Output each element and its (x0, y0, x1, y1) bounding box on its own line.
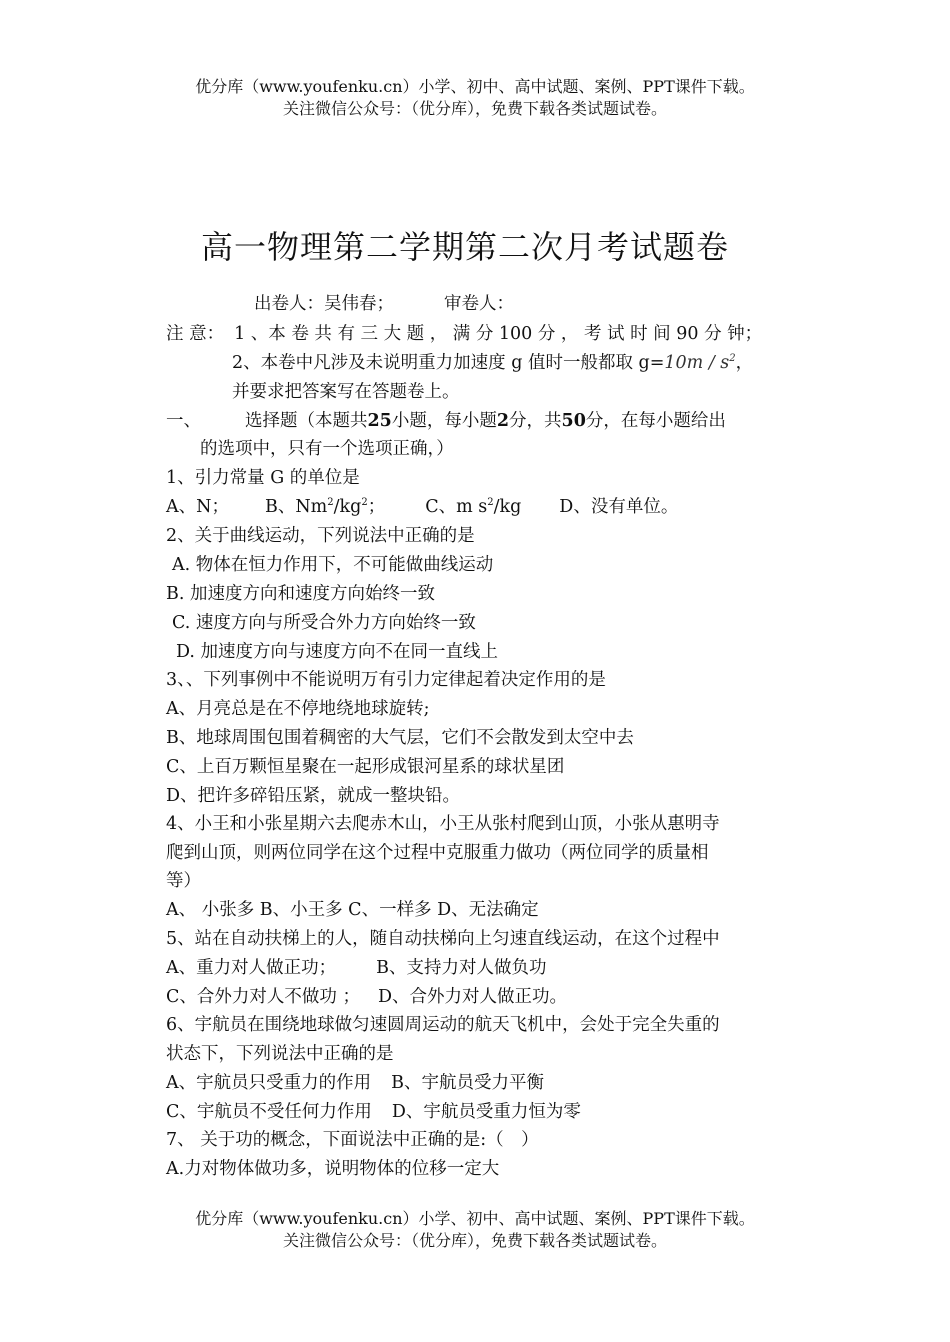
q6-options-cd (166, 1100, 581, 1124)
note-2-comma: ， (735, 353, 754, 373)
q5-option-b: B、支持力对人做负功 (376, 958, 547, 978)
q4-stem-line-1: 4、小王和小张星期六去爬赤木山，小王从张村爬到山顶，小张从惠明寺 (166, 814, 720, 834)
q6-option-a: A、宇航员只受重力的作用 (166, 1073, 372, 1093)
q5-options-cd (166, 985, 567, 1009)
note-2 (232, 351, 753, 375)
q6-stem-line-2: 状态下，下列说法中正确的是 (166, 1044, 394, 1064)
q1-b-unit: /kg (333, 497, 362, 517)
q7-stem: 7、 关于功的概念，下面说法中正确的是:（ ） (166, 1130, 539, 1150)
q1-options (166, 495, 678, 519)
q4-options: A、 小张多 B、小王多 C、一样多 D、无法确定 (166, 900, 539, 920)
section-1-total: 50 (561, 411, 586, 431)
q5-options-ab (166, 956, 547, 980)
section-1-text-a: 选择题（本题共 (245, 411, 368, 431)
q6-option-b: B、宇航员受力平衡 (391, 1073, 545, 1093)
author-line (254, 292, 514, 316)
footer-line-1: 优分库（www.youfenku.cn）小学、初中、高中试题、案例、PPT课件下载。 (195, 1209, 755, 1228)
reviewer: 审卷人： (444, 294, 514, 314)
q6-option-c: C、宇航员不受任何力作用 (166, 1102, 372, 1122)
note-label: 注 意： (166, 324, 225, 344)
setter: 出卷人：吴伟春； (254, 294, 394, 314)
section-1-text-c: 分，共 (509, 411, 562, 431)
q3-stem: 3、、下列事例中不能说明万有引力定律起着决定作用的是 (166, 670, 606, 690)
q1-c-unit: /kg (493, 497, 522, 517)
q1-c-text: C、m s (425, 497, 488, 517)
q3-option-a: A、月亮总是在不停地绕地球旋转; (166, 699, 430, 719)
page-footer (0, 1208, 950, 1252)
header-line-2: 关注微信公众号：（优分库），免费下载各类试题试卷。 (282, 99, 667, 118)
note-2-text: 2、本卷中凡涉及未说明重力加速度 g 值时一般都取 g= (232, 353, 665, 373)
footer-line-2: 关注微信公众号：（优分库），免费下载各类试题试卷。 (282, 1231, 667, 1250)
q1-option-b (265, 497, 385, 517)
q6-options-ab (166, 1071, 544, 1095)
q3-option-c: C、上百万颗恒星聚在一起形成银河星系的球状星团 (166, 757, 565, 777)
q5-stem: 5、站在自动扶梯上的人，随自动扶梯向上匀速直线运动，在这个过程中 (166, 929, 720, 949)
section-1-text-b: 小题，每小题 (391, 411, 497, 431)
q5-option-c: C、合外力对人不做功 ； (166, 987, 360, 1007)
section-1-heading (166, 409, 726, 433)
q7-option-a: A.力对物体做功多，说明物体的位移一定大 (166, 1159, 500, 1179)
section-1-heading-line-2: 的选项中，只有一个选项正确，） (200, 439, 454, 459)
note-1-text: 1 、本 卷 共 有 三 大 题 ， 满 分 100 分 ， 考 试 时 间 90 分 钟； (234, 324, 763, 344)
header-line-1: 优分库（www.youfenku.cn）小学、初中、高中试题、案例、PPT课件下载。 (195, 77, 755, 96)
q2-option-b: B. 加速度方向和速度方向始终一致 (166, 584, 435, 604)
q1-stem: 1、引力常量 G 的单位是 (166, 468, 360, 488)
q5-option-a: A、重力对人做正功； (166, 958, 337, 978)
q1-b-semicolon: ； (367, 497, 386, 517)
q1-b-exp-1: 2 (327, 497, 334, 509)
page-header (0, 76, 950, 120)
q1-option-a: A、N； (166, 497, 229, 517)
note-2-unit: 10m / s (664, 353, 730, 373)
section-1-text-d: 分，在每小题给出 (585, 411, 726, 431)
q6-stem-line-1: 6、宇航员在围绕地球做匀速圆周运动的航天飞机中，会处于完全失重的 (166, 1015, 720, 1035)
section-1-count: 25 (367, 411, 392, 431)
page-title: 高一物理第二学期第二次月考试题卷 (200, 228, 729, 266)
q3-option-b: B、地球周围包围着稠密的大气层，它们不会散发到太空中去 (166, 728, 634, 748)
q1-option-d: D、没有单位。 (559, 497, 679, 517)
section-1-number: 一、 (166, 411, 201, 431)
section-1-each: 2 (496, 411, 510, 431)
q1-b-text: B、Nm (264, 497, 328, 517)
q1-b-exp-2: 2 (361, 497, 368, 509)
q2-option-a: A. 物体在恒力作用下，不可能做曲线运动 (172, 555, 494, 575)
q2-option-c: C. 速度方向与所受合外力方向始终一致 (172, 613, 476, 633)
q6-option-d: D、宇航员受重力恒为零 (391, 1102, 581, 1122)
q2-stem: 2、关于曲线运动，下列说法中正确的是 (166, 526, 475, 546)
q2-option-d: D. 加速度方向与速度方向不在同一直线上 (176, 642, 499, 662)
q4-stem-line-3: 等） (166, 871, 201, 891)
q1-option-c (425, 497, 521, 517)
q4-stem-line-2: 爬到山顶，则两位同学在这个过程中克服重力做功（两位同学的质量相 (166, 843, 709, 863)
q3-option-d: D、把许多碎铅压紧，就成一整块铅。 (166, 786, 461, 806)
note-1 (166, 322, 762, 346)
note-3: 并要求把答案写在答题卷上。 (232, 382, 460, 402)
q1-c-exp: 2 (487, 497, 494, 509)
q5-option-d: D、合外力对人做正功。 (377, 987, 567, 1007)
note-2-exp: 2 (729, 353, 736, 365)
